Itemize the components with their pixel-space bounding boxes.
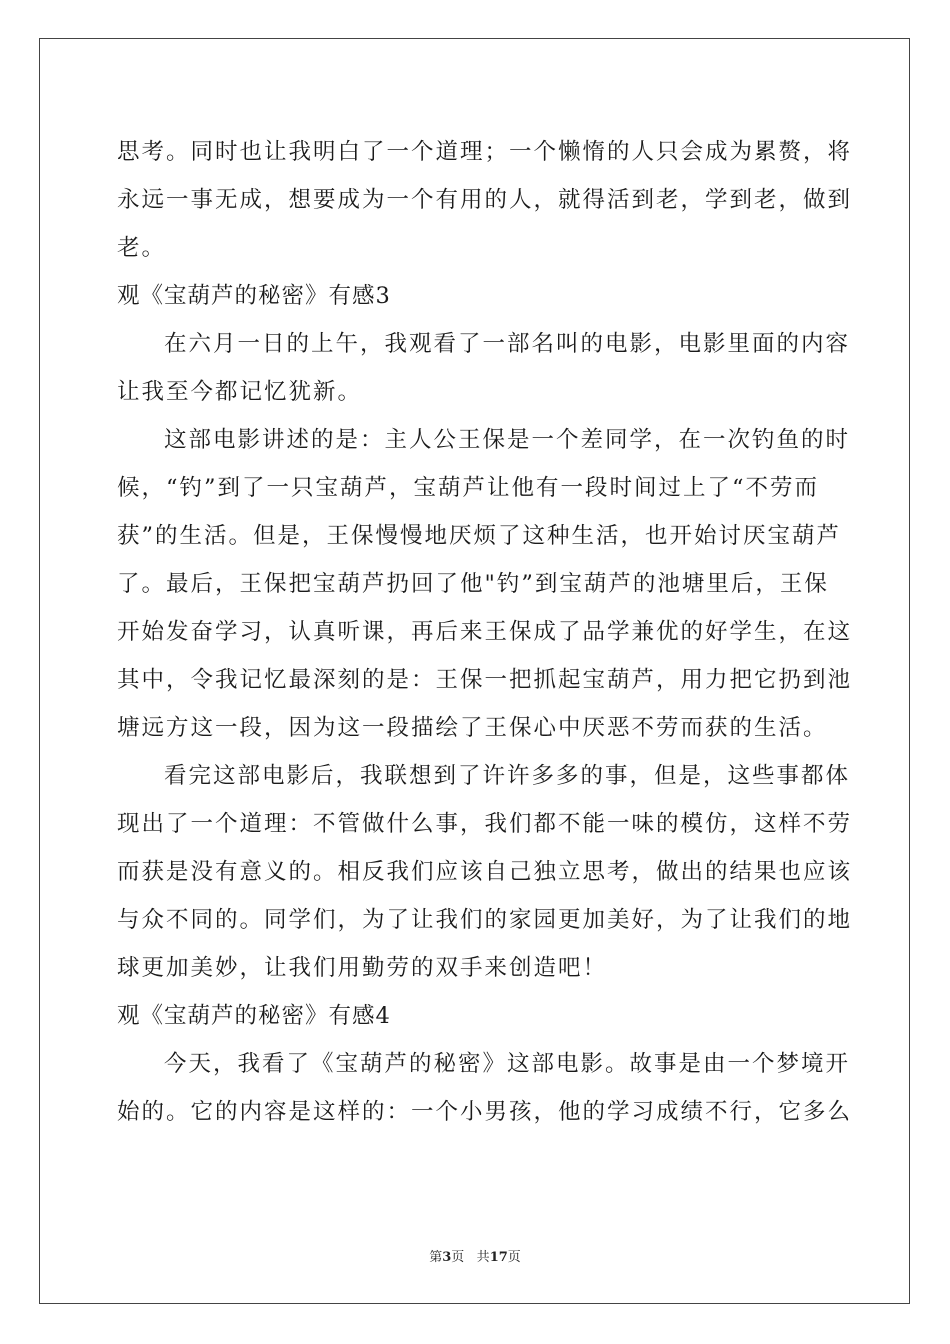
text-line: 让我至今都记忆犹新。: [117, 379, 363, 405]
section-heading: 观《宝葫芦的秘密》有感3: [117, 283, 391, 309]
paragraph-first-line: 看完这部电影后，我联想到了许许多多的事，但是，这些事都体: [164, 763, 851, 789]
text-line: 始的。它的内容是这样的：一个小男孩，他的学习成绩不行，它多么: [117, 1099, 853, 1125]
page-number: 3: [442, 1250, 452, 1265]
text-line: 塘远方这一段，因为这一段描绘了王保心中厌恶不劳而获的生活。: [117, 715, 828, 741]
text-line: 候，“钓”到了一只宝葫芦，宝葫芦让他有一段时间过上了“不劳而: [117, 475, 820, 501]
text-line: 思考。同时也让我明白了一个道理；一个懒惰的人只会成为累赘，将: [117, 139, 853, 165]
page-footer: [0, 1246, 950, 1265]
paragraph-first-line: 这部电影讲述的是：主人公王保是一个差同学，在一次钓鱼的时: [164, 427, 851, 453]
page-prefix: 第: [429, 1250, 443, 1265]
total-suffix: 页: [507, 1250, 521, 1265]
text-line: 获”的生活。但是，王保慢慢地厌烦了这种生活，也开始讨厌宝葫芦: [117, 523, 842, 549]
text-line: 球更加美妙，让我们用勤劳的双手来创造吧！: [117, 955, 608, 981]
paragraph-first-line: 在六月一日的上午，我观看了一部名叫的电影，电影里面的内容: [164, 331, 851, 357]
text-line: 而获是没有意义的。相反我们应该自己独立思考，做出的结果也应该: [117, 859, 853, 885]
document-body: [117, 128, 853, 1136]
text-line: 其中，令我记忆最深刻的是：王保一把抓起宝葫芦，用力把它扔到池: [117, 667, 853, 693]
section-heading: 观《宝葫芦的秘密》有感4: [117, 1003, 391, 1029]
text-line: 现出了一个道理：不管做什么事，我们都不能一味的模仿，这样不劳: [117, 811, 853, 837]
total-pages: 17: [489, 1250, 508, 1265]
paragraph-first-line: 今天，我看了《宝葫芦的秘密》这部电影。故事是由一个梦境开: [164, 1051, 851, 1077]
text-line: 永远一事无成，想要成为一个有用的人，就得活到老，学到老，做到: [117, 187, 853, 213]
text-line: 老。: [117, 235, 167, 261]
text-line: 开始发奋学习，认真听课，再后来王保成了品学兼优的好学生，在这: [117, 619, 853, 645]
total-prefix: 共: [476, 1250, 490, 1265]
page-suffix: 页: [451, 1250, 465, 1265]
text-line: 了。最后，王保把宝葫芦扔回了他"钓”到宝葫芦的池塘里后，王保: [117, 571, 829, 597]
text-line: 与众不同的。同学们，为了让我们的家园更加美好，为了让我们的地: [117, 907, 853, 933]
